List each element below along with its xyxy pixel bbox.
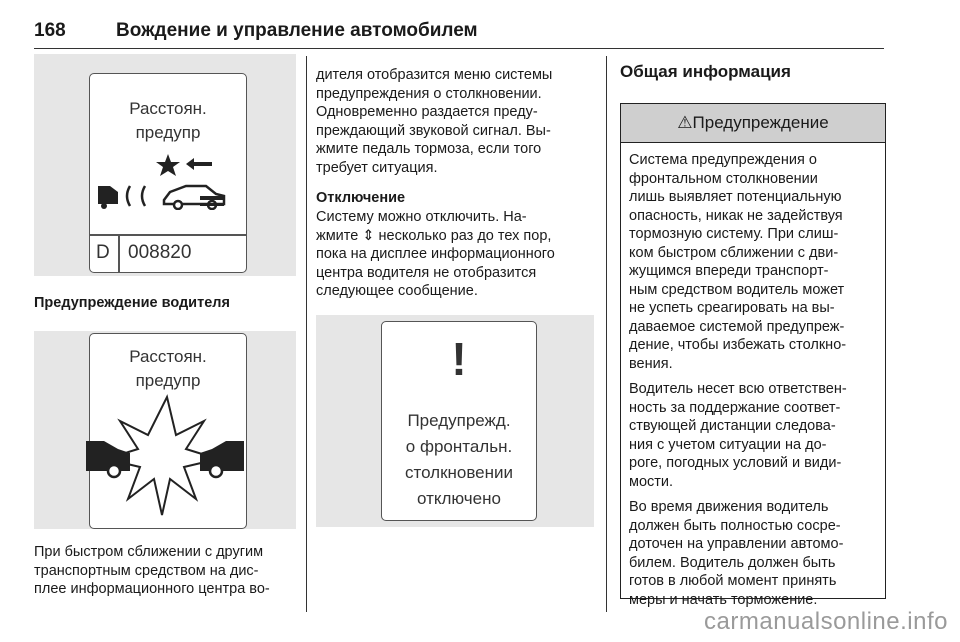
text-line: При быстром сближении с другим bbox=[34, 544, 264, 560]
text-line: опасность, никак не задействуя bbox=[629, 207, 843, 224]
body-text bbox=[316, 208, 594, 301]
text-line: Водитель несет всю ответствен- bbox=[629, 381, 847, 397]
warning-box bbox=[620, 103, 886, 608]
column-2 bbox=[316, 66, 594, 527]
text-line: дителя отобразится меню системы bbox=[316, 67, 553, 83]
page-header bbox=[34, 18, 884, 49]
display-title-line2: предупр bbox=[135, 371, 201, 390]
text-line: ком быстром сближении с дви- bbox=[629, 244, 839, 261]
warning-body bbox=[621, 143, 885, 609]
text-line: роге, погодных условий и види- bbox=[629, 455, 842, 471]
arrow-left-icon bbox=[186, 158, 212, 170]
section-heading: Общая информация bbox=[620, 62, 791, 81]
text-line: тормозную систему. При слиш- bbox=[629, 226, 839, 242]
column-divider-1 bbox=[306, 56, 307, 612]
column-3 bbox=[620, 62, 886, 608]
figure-distance-display bbox=[34, 54, 296, 276]
text-line: Одновременно раздается преду- bbox=[316, 104, 538, 120]
text-line: Система предупреждения о bbox=[629, 152, 817, 168]
text-line: центра водителя не отобразится bbox=[316, 264, 537, 281]
text-line: готов в любой момент принять bbox=[629, 573, 837, 589]
watermark: carmanualsonline.info bbox=[704, 608, 948, 635]
text-line: ным средством водитель может bbox=[629, 281, 845, 298]
text-line: Во время движения водитель bbox=[629, 499, 829, 515]
text-line: мости. bbox=[629, 473, 674, 490]
text-line: ность за поддержание соответ- bbox=[629, 399, 841, 416]
display-title-line1: Расстоян. bbox=[129, 99, 207, 118]
odometer-value: 008820 bbox=[128, 242, 192, 263]
instrument-display bbox=[89, 73, 247, 273]
text-line: фронтальном столкновении bbox=[629, 170, 818, 187]
text-line: жмите ⇕ несколько раз до тех пор, bbox=[316, 227, 552, 244]
car-left-icon bbox=[86, 441, 130, 471]
text-line: доточен на управлении автомо- bbox=[629, 536, 844, 552]
text-line: преждающий звуковой сигнал. Вы- bbox=[316, 122, 551, 139]
text-line: пока на дисплее информационного bbox=[316, 246, 555, 262]
text-line: даваемое системой предупреж- bbox=[629, 318, 845, 335]
text-line: билем. Водитель должен быть bbox=[629, 554, 836, 571]
body-text bbox=[34, 543, 296, 599]
own-car-icon bbox=[98, 186, 118, 204]
text-line: Систему можно отключить. На- bbox=[316, 209, 527, 225]
figure-system-off bbox=[316, 315, 594, 527]
star-icon bbox=[156, 154, 180, 176]
warning-paragraph bbox=[629, 380, 877, 491]
text-line: требует ситуация. bbox=[316, 159, 438, 176]
text-line: лишь выявляет потенциальную bbox=[629, 189, 842, 205]
page-number: 168 bbox=[34, 20, 66, 41]
wave-icon bbox=[142, 186, 145, 206]
display-title-line2: предупр bbox=[135, 123, 201, 142]
warning-header bbox=[621, 104, 885, 143]
display-line1: Предупрежд. bbox=[407, 410, 511, 430]
exclamation-icon: ! bbox=[451, 332, 467, 385]
text-line: предупреждения о столкновении. bbox=[316, 85, 542, 102]
text-line: жущимся впереди транспорт- bbox=[629, 263, 829, 279]
text-line: ствующей дистанции следова- bbox=[629, 418, 836, 434]
text-line: следующее сообщение. bbox=[316, 283, 478, 299]
display-title-line1: Расстоян. bbox=[129, 347, 207, 366]
car-right-icon bbox=[200, 441, 244, 471]
gear-indicator: D bbox=[96, 242, 110, 263]
text-line: жмите педаль тормоза, если того bbox=[316, 141, 542, 157]
warning-triangle-icon: ⚠ bbox=[677, 113, 693, 132]
body-text bbox=[316, 66, 594, 177]
text-line: должен быть полностью сосре- bbox=[629, 517, 841, 534]
column-divider-2 bbox=[606, 56, 607, 612]
text-line: ния с учетом ситуации на до- bbox=[629, 436, 827, 453]
display-line4: отключено bbox=[417, 488, 501, 508]
text-line: вения. bbox=[629, 355, 673, 372]
text-line: не успеть среагировать на вы- bbox=[629, 300, 835, 316]
text-line: транспортным средством на дис- bbox=[34, 562, 259, 579]
instrument-display bbox=[381, 321, 537, 521]
text-line: дение, чтобы избежать столкно- bbox=[629, 337, 847, 353]
warning-title: Предупреждение bbox=[692, 113, 829, 132]
warning-paragraph bbox=[629, 151, 877, 373]
display-line2: о фронтальн. bbox=[405, 436, 513, 456]
text-line: плее информационного центра во- bbox=[34, 581, 270, 597]
collision-star-icon bbox=[34, 331, 296, 529]
column-1 bbox=[34, 54, 296, 599]
figure-collision-warning bbox=[34, 331, 296, 529]
wave-icon bbox=[127, 186, 130, 206]
display-line3: столкновении bbox=[404, 462, 514, 482]
warning-paragraph bbox=[629, 498, 877, 609]
text-line: меры и начать торможение. bbox=[629, 591, 818, 608]
vehicle-ahead-icon bbox=[90, 152, 246, 210]
figure-caption: Предупреждение водителя bbox=[34, 295, 230, 311]
chapter-title: Вождение и управление автомобилем bbox=[116, 20, 478, 41]
section-heading: Отключение bbox=[316, 190, 406, 206]
